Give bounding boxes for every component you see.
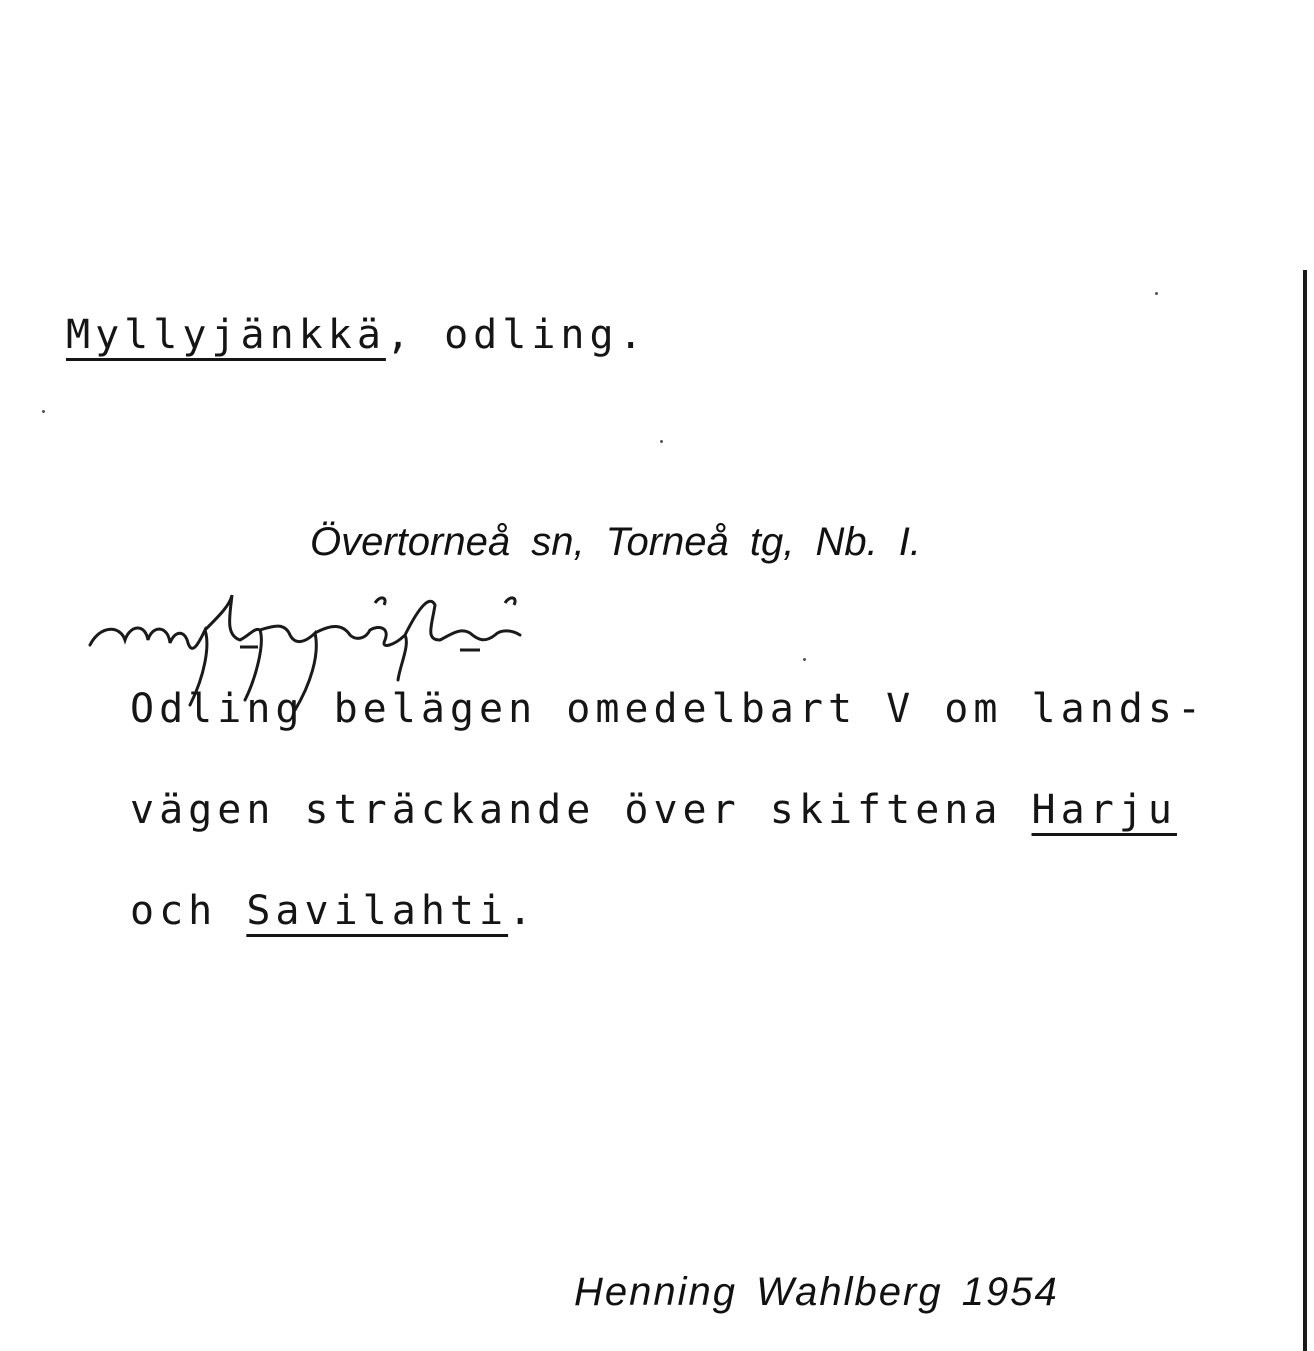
dust-speck xyxy=(42,410,45,413)
place-name-harju: Harju xyxy=(1031,787,1177,833)
entry-type: , odling. xyxy=(385,312,648,358)
description-line-1: Odling belägen omedelbart V om lands- xyxy=(130,686,1207,732)
description-line-2-text: vägen sträckande över skiftena xyxy=(130,787,1032,833)
card-edge-line xyxy=(1303,270,1307,1351)
dust-speck xyxy=(803,658,806,661)
place-name-savilahti: Savilahti xyxy=(246,888,509,934)
signature-stamp: Henning Wahlberg 1954 xyxy=(574,1270,1059,1314)
dust-speck xyxy=(1155,292,1158,295)
entry-name: Myllyjänkkä xyxy=(66,312,386,358)
description-line-3-end: . xyxy=(508,888,538,934)
dust-speck xyxy=(660,440,663,443)
description-line-3-text: och xyxy=(130,888,247,934)
location-stamp: Övertorneå sn, Torneå tg, Nb. I. xyxy=(310,520,922,564)
description-line-2 xyxy=(130,787,1177,833)
entry-heading xyxy=(66,312,648,358)
description-line-3 xyxy=(130,888,537,934)
